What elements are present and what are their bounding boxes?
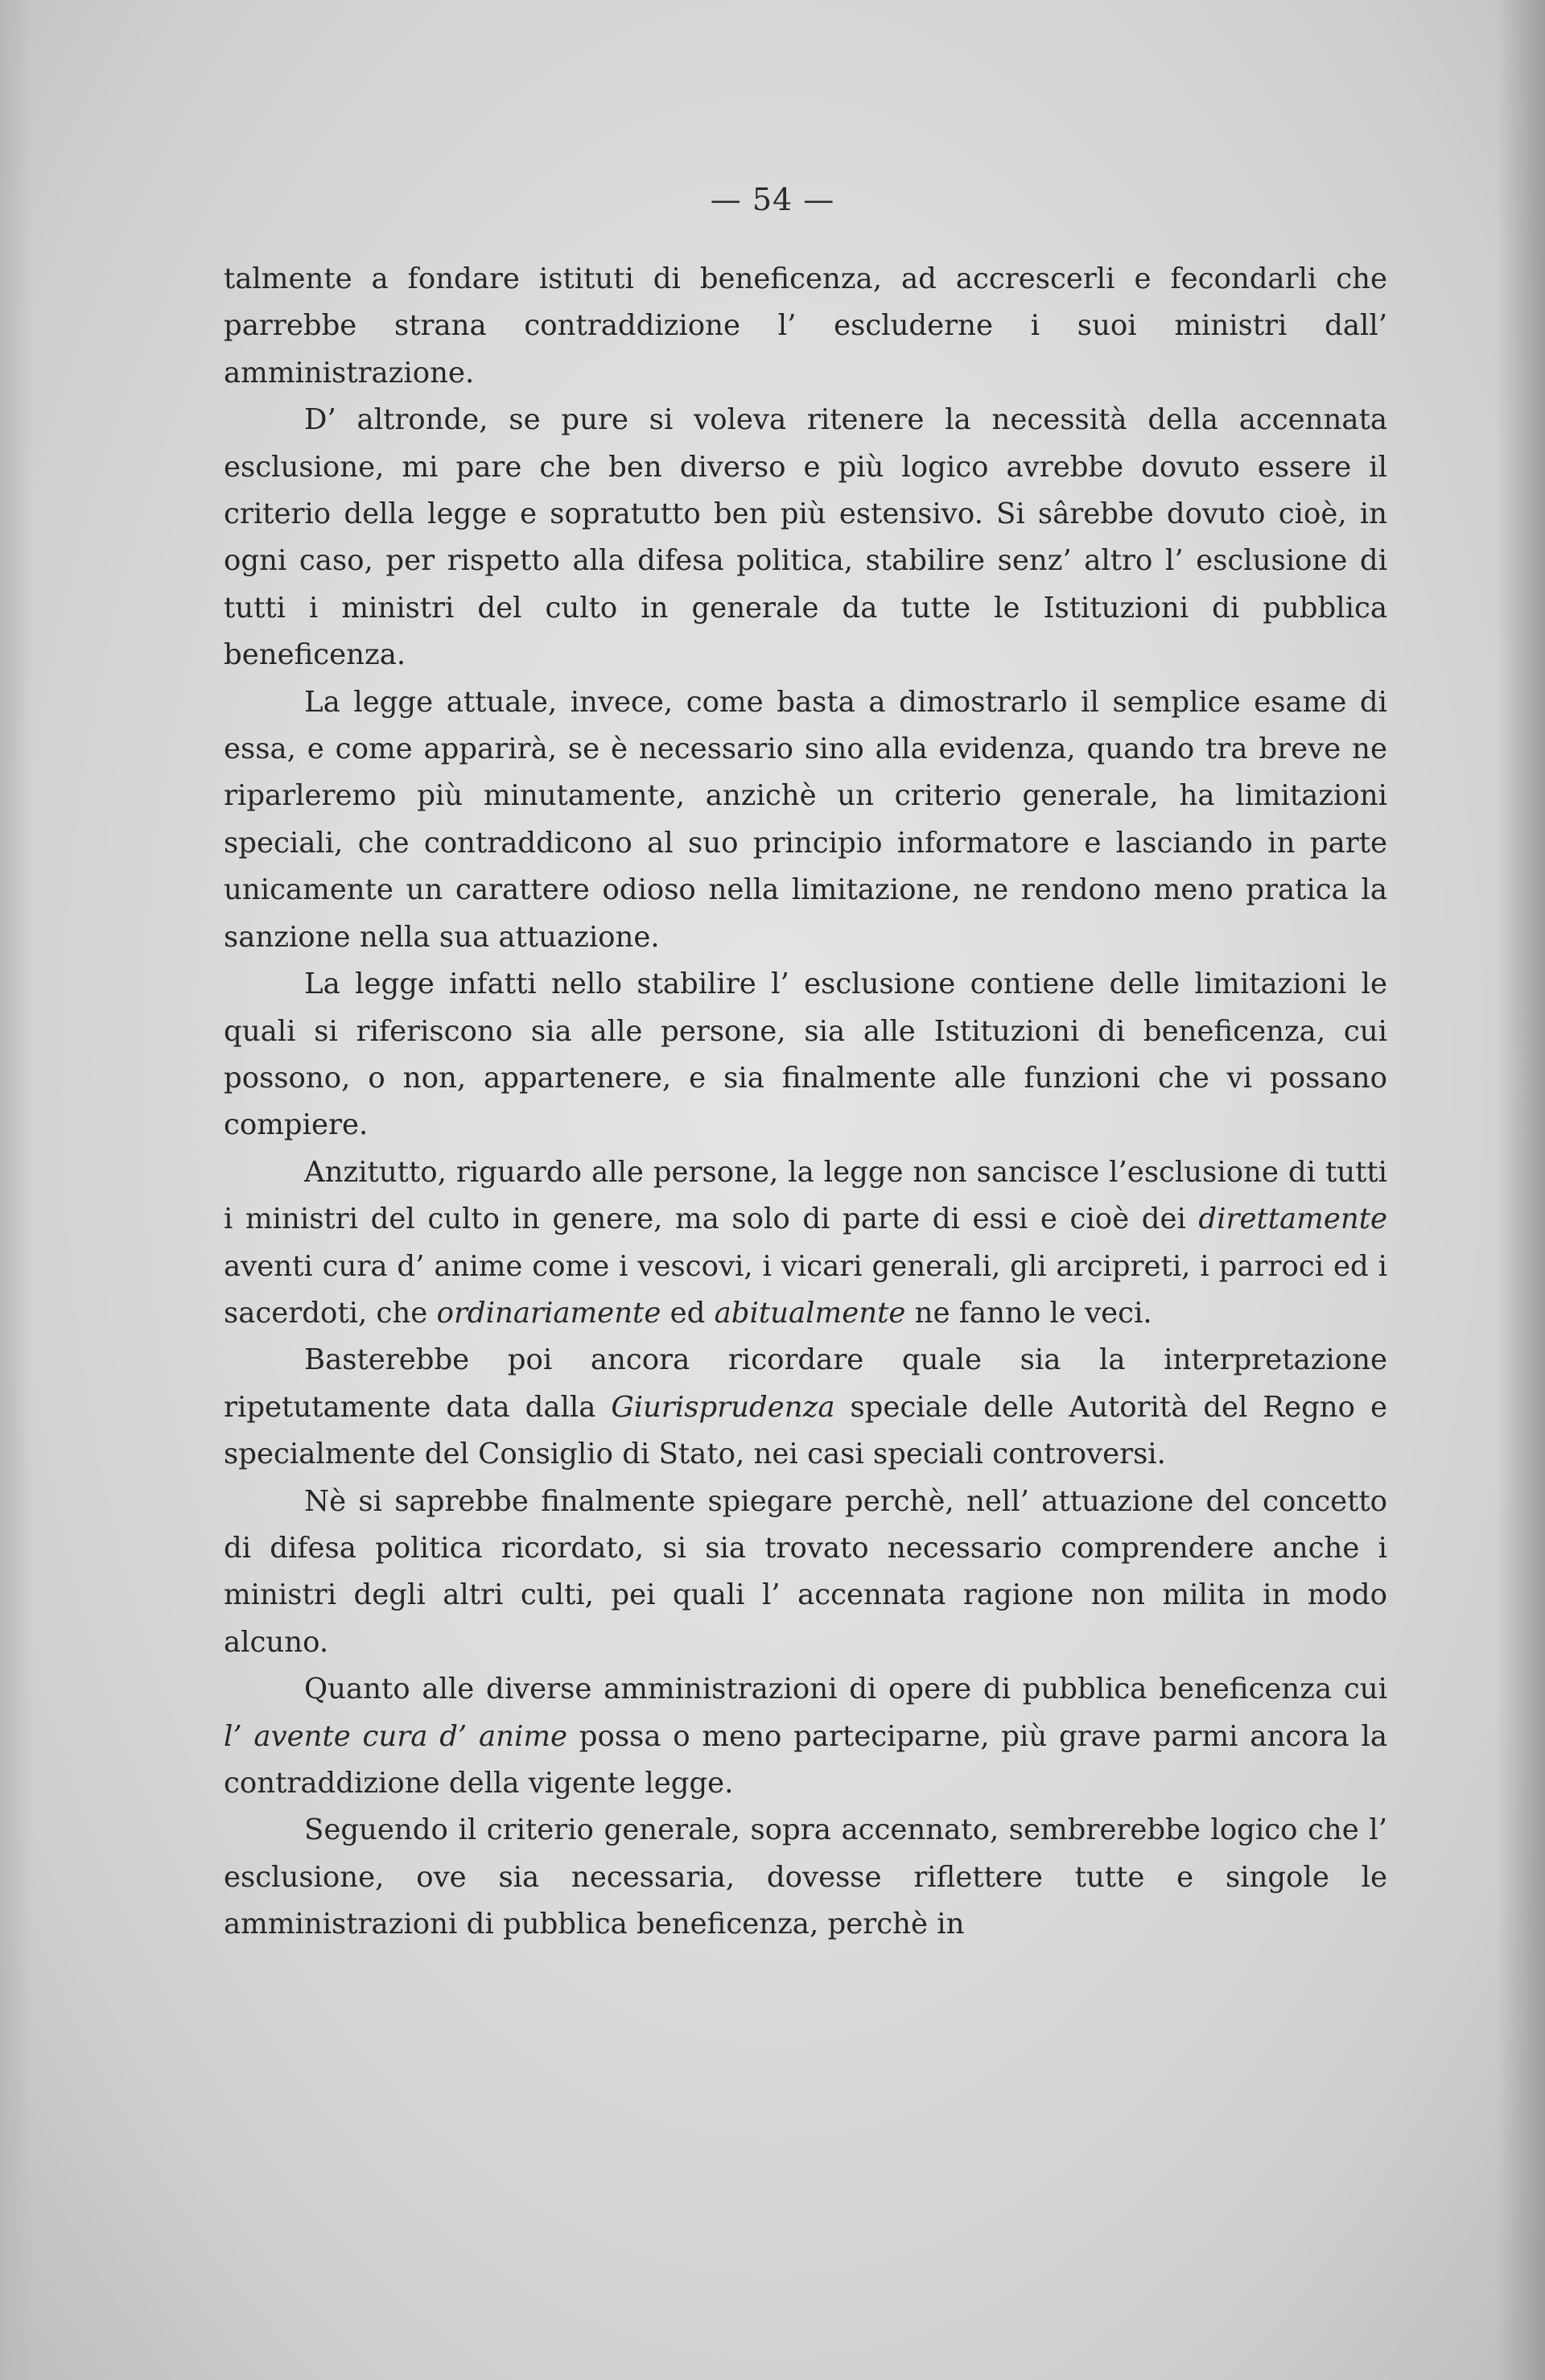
text-run: Nè si saprebbe finalmente spiegare perchè, nell’ attuazione del concetto di difesa politica ricordato, si sia trovato necessario comprendere anche i ministri degli altri culti, pei quali l’ accennata ragione non milita in modo alcuno. <box>224 1484 1387 1659</box>
text-run: Quanto alle diverse amministrazioni di opere di pubblica beneficenza cui <box>304 1673 1387 1706</box>
italic-phrase: direttamente <box>1198 1202 1387 1236</box>
paragraph-p8 <box>224 1666 1387 1807</box>
text-run: ne fanno le veci. <box>905 1296 1152 1330</box>
page-shadow-left <box>0 0 32 2380</box>
italic-phrase: abitualmente <box>714 1296 906 1330</box>
text-run: Basterebbe poi ancora ricordare quale sia la interpretazione ripetutamente data dalla <box>224 1343 1387 1424</box>
text-run: talmente a fondare istituti di beneficenza, ad accrescerli e fecondarli che parrebbe strana contraddizione l’ escluderne i suoi ministri dall’ amministrazione. <box>224 262 1387 390</box>
italic-phrase: l’ avente cura d’ anime <box>224 1719 568 1753</box>
italic-phrase: Giurisprudenza <box>611 1390 835 1424</box>
paragraph-p1 <box>224 256 1387 397</box>
text-run: La legge infatti nello stabilire l’ esclusione contiene delle limitazioni le quali si riferiscono sia alle persone, sia alle Istituzioni di beneficenza, cui possono, o non, appartenere, e sia finalmente alle funzioni che vi possano compiere. <box>224 967 1387 1142</box>
page-shadow-right <box>1497 0 1545 2380</box>
paragraph-p9 <box>224 1807 1387 1948</box>
page-number: — 54 — <box>710 182 835 217</box>
paragraph-p2 <box>224 397 1387 679</box>
paragraph-p7 <box>224 1479 1387 1667</box>
paragraph-p3 <box>224 679 1387 961</box>
italic-phrase: ordinariamente <box>436 1296 661 1330</box>
text-run: ed <box>661 1296 715 1330</box>
text-run: possa o meno parteciparne, più grave parmi ancora la contraddizione della vigente legge. <box>224 1719 1387 1800</box>
text-run: Anzitutto, riguardo alle persone, la legge non sancisce l’esclusione di tutti i ministri del culto in genere, ma solo di parte di essi e cioè dei <box>224 1155 1387 1236</box>
body-text <box>224 256 1387 1949</box>
text-run: La legge attuale, invece, come basta a dimostrarlo il semplice esame di essa, e come apparirà, se è necessario sino alla evidenza, quando tra breve ne riparleremo più minutamente, anzichè un criterio generale, ha limitazioni speciali, che contraddicono al suo principio informatore e lasciando in parte unicamente un carattere odioso nella limitazione, ne rendono meno pratica la sanzione nella sua attuazione. <box>224 685 1387 954</box>
paragraph-p4 <box>224 961 1387 1149</box>
text-run: speciale delle Autorità del Regno e specialmente del Consiglio di Stato, nei casi speciali controversi. <box>224 1390 1387 1471</box>
paragraph-p6 <box>224 1337 1387 1478</box>
paragraph-p5 <box>224 1149 1387 1338</box>
text-run: D’ altronde, se pure si voleva ritenere la necessità della accennata esclusione, mi pare che ben diverso e più logico avrebbe dovuto essere il criterio della legge e sopratutto ben più estensivo. Si sârebbe dovuto cioè, in ogni caso, per rispetto alla difesa politica, stabilire senz’ altro l’ esclusione di tutti i ministri del culto in generale da tutte le Istituzioni di pubblica beneficenza. <box>224 403 1387 672</box>
text-run: Seguendo il criterio generale, sopra accennato, sembrerebbe logico che l’ esclusione, ove sia necessaria, dovesse riflettere tutte e singole le amministrazioni di pubblica beneficenza, perchè in <box>224 1813 1387 1941</box>
text-run: aventi cura d’ anime come i vescovi, i vicari generali, gli arcipreti, i parroci ed i sacerdoti, che <box>224 1249 1387 1330</box>
